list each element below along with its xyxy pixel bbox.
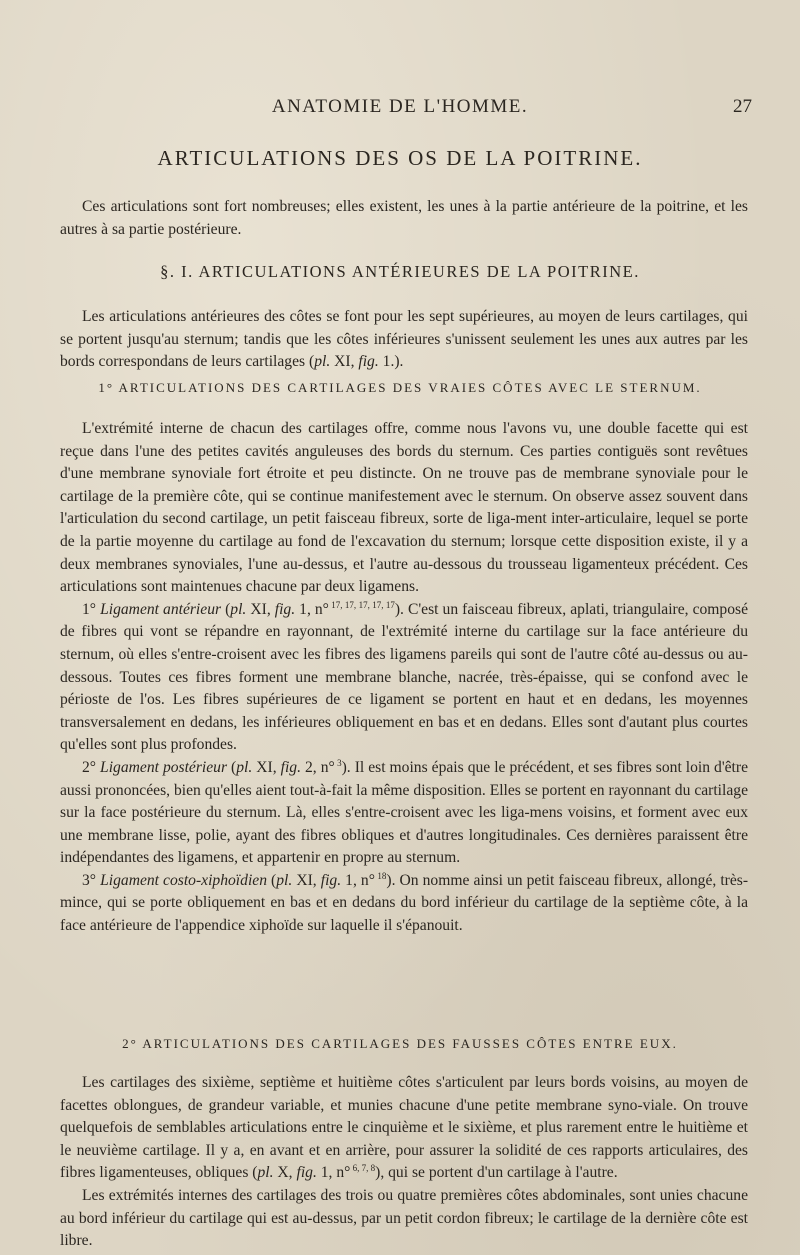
figure-marker: 6, 7, 8 [350, 1163, 376, 1174]
figure-marker: 17, 17, 17, 17, 17 [328, 599, 395, 610]
page-number: 27 [733, 96, 752, 117]
subsection2-text-b: ), qui se portent d'un cartilage à l'autre. [375, 1164, 618, 1182]
plate-ref: pl. [230, 600, 247, 618]
intro-block [60, 196, 748, 241]
ref-open: ( [227, 758, 237, 776]
ligament-text: ). Il est moins épais que le précédent, et ses fibres sont loin d'être aussi prononcées, bien qu'elles aient tout-à-fait la même disposition. Elles se portent en rayonnant du cartilage sur la face postérieure du sternum. Là, elles s'entre-croisent avec les liga-mens voisins, et forment avec eux une membrane lisse, polie, ayant des fibres obliques et d'autres longitudinales. Ces dernières paraissent être indépendantes des ligamens, et appartenir en propre au sternum. [60, 758, 749, 867]
figure-number: 1, n° [295, 600, 329, 618]
plate-number: X, [273, 1164, 297, 1182]
plate-number: XI, [292, 871, 321, 889]
running-title: ANATOMIE DE L'HOMME. [271, 96, 529, 117]
section-title: §. I. ARTICULATIONS ANTÉRIEURES DE LA POITRINE. [160, 262, 640, 281]
section1-block [60, 306, 748, 374]
ligament-costo-xiphoidien-paragraph [60, 870, 748, 938]
ref-open: ( [221, 600, 231, 618]
plate-ref: pl. [314, 353, 331, 371]
ligament-name: Ligament costo-xiphoïdien [100, 871, 267, 889]
figure-ref: fig. [296, 1164, 317, 1182]
subsection2-text-a: Les cartilages des sixième, septième et huitième côtes s'articulent par leurs bords voisins, au moyen de facettes oblongues, de grandeur variable, et munies chacune d'une petite membrane syno-viale. On trouve quelquefois de semblables articulations entre le cinquième et le sixième, et plus rarement entre le huitième et le neuvième cartilage. Il y a, en avant et en arrière, pour assurer la solidité de ces rapports articulaires, des fibres ligamenteuses, obliques ( [60, 1074, 748, 1182]
figure-marker: 3 [334, 757, 342, 768]
figure-ref: fig. [280, 758, 302, 776]
item-number: 3° [82, 871, 101, 889]
ligament-text: ). On nomme ainsi un petit faisceau fibreux, allongé, très-mince, qui se porte obliquement en bas et en dedans du bord inférieur du cartilage de la septième côte, à la face antérieure de l'appendice xiphoïde sur laquelle il s'épanouit. [60, 871, 749, 935]
ligament-name: Ligament antérieur [100, 600, 222, 618]
intro-paragraph: Ces articulations sont fort nombreuses; elles existent, les unes à la partie antérieure de la poitrine, et les autres à sa partie postérieure. [60, 198, 748, 238]
figure-number: 1, n° [341, 871, 375, 889]
chapter-title: ARTICULATIONS DES OS DE LA POITRINE. [157, 146, 643, 170]
ligament-text: ). C'est un faisceau fibreux, aplati, triangulaire, composé de fibres qui vont se répandre en rayonnant, de l'extrémité interne du cartilage sur la face antérieure du sternum, où elles s'entre-croisent avec les fibres des ligamens pareils qui sont de l'autre côté au-dessus ou au-dessous. Toutes ces fibres forment une membrane blanche, nacrée, très-épaisse, qui se confond avec le périoste de l'os. Les fibres supérieures de ce ligament se portent en haut et en dedans, les moyennes transversalement en dedans, les inférieures obliquement en bas et en dedans. Elles sont d'autant plus courtes qu'elles sont plus profondes. [60, 600, 749, 754]
ligament-anterieur-paragraph [60, 599, 748, 757]
figure-number: 1, n° [316, 1164, 351, 1182]
plate-ref: pl. [257, 1164, 274, 1182]
subsection2-title: 2° ARTICULATIONS DES CARTILAGES DES FAUSSES CÔTES ENTRE EUX. [122, 1036, 678, 1051]
figure-ref: fig. [274, 600, 296, 618]
item-number: 1° [82, 600, 101, 618]
ligament-name: Ligament postérieur [100, 758, 228, 776]
subsection2-paragraph-2: Les extrémités internes des cartilages des trois ou quatre premières côtes abdominales, sont unies chacune au bord inférieur du cartilage qui est au-dessus, par un petit cordon fibreux; le cartilage de la dernière côte est libre. [60, 1186, 748, 1250]
section1-text-a: Les articulations antérieures des côtes se font pour les sept supérieures, au moyen de leurs cartilages, qui se portent jusqu'au sternum; tandis que les côtes inférieures s'unissent seulement les unes aux autres par les bords correspondans de leurs cartilages ( [60, 308, 748, 371]
subsection1-title: 1° ARTICULATIONS DES CARTILAGES DES VRAIES CÔTES AVEC LE STERNUM. [98, 380, 702, 395]
plate-ref: pl. [236, 758, 253, 776]
section1-text-b: 1.). [378, 353, 404, 371]
subsection2-paragraph [60, 1072, 748, 1185]
ligament-posterieur-paragraph [60, 757, 748, 870]
plate-number: XI, [330, 353, 359, 371]
figure-marker: 18 [374, 870, 387, 881]
subsection1-block [60, 418, 748, 938]
figure-number: 2, n° [301, 758, 335, 776]
subsection2-block [60, 1072, 748, 1253]
figure-ref: fig. [320, 871, 342, 889]
plate-number: XI, [252, 758, 281, 776]
section1-paragraph [60, 306, 748, 374]
plate-ref: pl. [276, 871, 293, 889]
item-number: 2° [82, 758, 101, 776]
figure-ref: fig. [358, 353, 379, 371]
subsection1-paragraph: L'extrémité interne de chacun des cartilages offre, comme nous l'avons vu, une double facette qui est reçue dans l'une des petites cavités anguleuses des bords du sternum. Ces parties contiguës sont revêtues d'une membrane synoviale fort étroite et peu distincte. On ne trouve pas de membrane synoviale pour le cartilage de la première côte, qui se continue manifestement avec le sternum. On observe assez souvent dans l'articulation du second cartilage, un petit faisceau fibreux, sorte de liga-ment inter-articulaire, lequel se porte de la partie moyenne du cartilage au fond de l'excavation du sternum; lorsque cette disposition existe, il y a deux membranes synoviales, l'une au-dessus, et l'autre au-dessous du trousseau ligamenteux précédent. Ces articulations sont maintenues chacune par deux ligamens. [60, 420, 748, 596]
ref-open: ( [267, 871, 277, 889]
plate-number: XI, [246, 600, 275, 618]
